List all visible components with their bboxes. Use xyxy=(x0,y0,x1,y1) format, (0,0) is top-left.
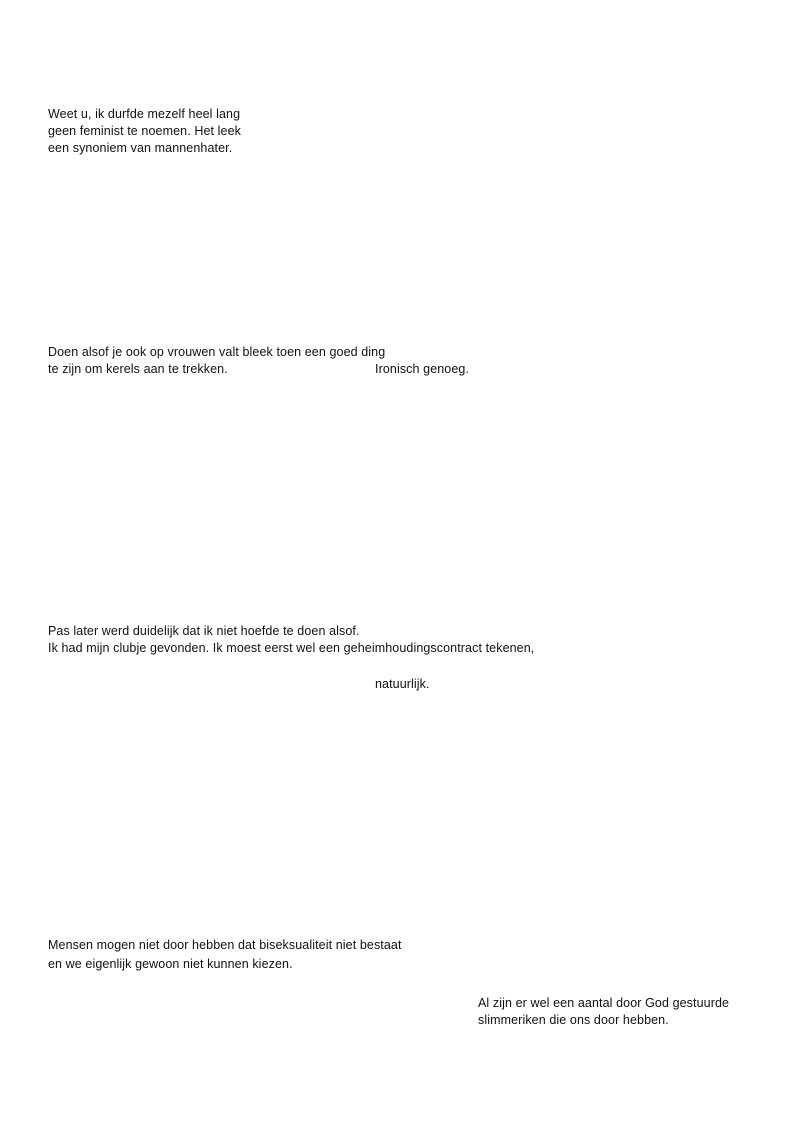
text-line: te zijn om kerels aan te trekken. xyxy=(48,362,228,376)
text-line: Ik had mijn clubje gevonden. Ik moest eerst wel een geheimhoudingscontract tekenen, xyxy=(48,641,535,655)
text-line: Al zijn er wel een aantal door God gestuurde xyxy=(478,996,730,1010)
text-line: Mensen mogen niet door hebben dat biseksualiteit niet bestaat xyxy=(48,938,402,952)
text-line: Doen alsof je ook op vrouwen valt bleek toen een goed ding xyxy=(48,345,386,359)
text-line: een synoniem van mannenhater. xyxy=(48,141,233,155)
text-line: Pas later werd duidelijk dat ik niet hoefde te doen alsof. xyxy=(48,624,360,638)
text-line: Ironisch genoeg. xyxy=(375,362,470,376)
text-line: slimmeriken die ons door hebben. xyxy=(478,1013,669,1027)
text-line: en we eigenlijk gewoon niet kunnen kiezen. xyxy=(48,957,293,971)
text-line: Weet u, ik durfde mezelf heel lang xyxy=(48,107,241,121)
text-line: geen feminist te noemen. Het leek xyxy=(48,124,241,138)
text-line: natuurlijk. xyxy=(375,677,430,691)
